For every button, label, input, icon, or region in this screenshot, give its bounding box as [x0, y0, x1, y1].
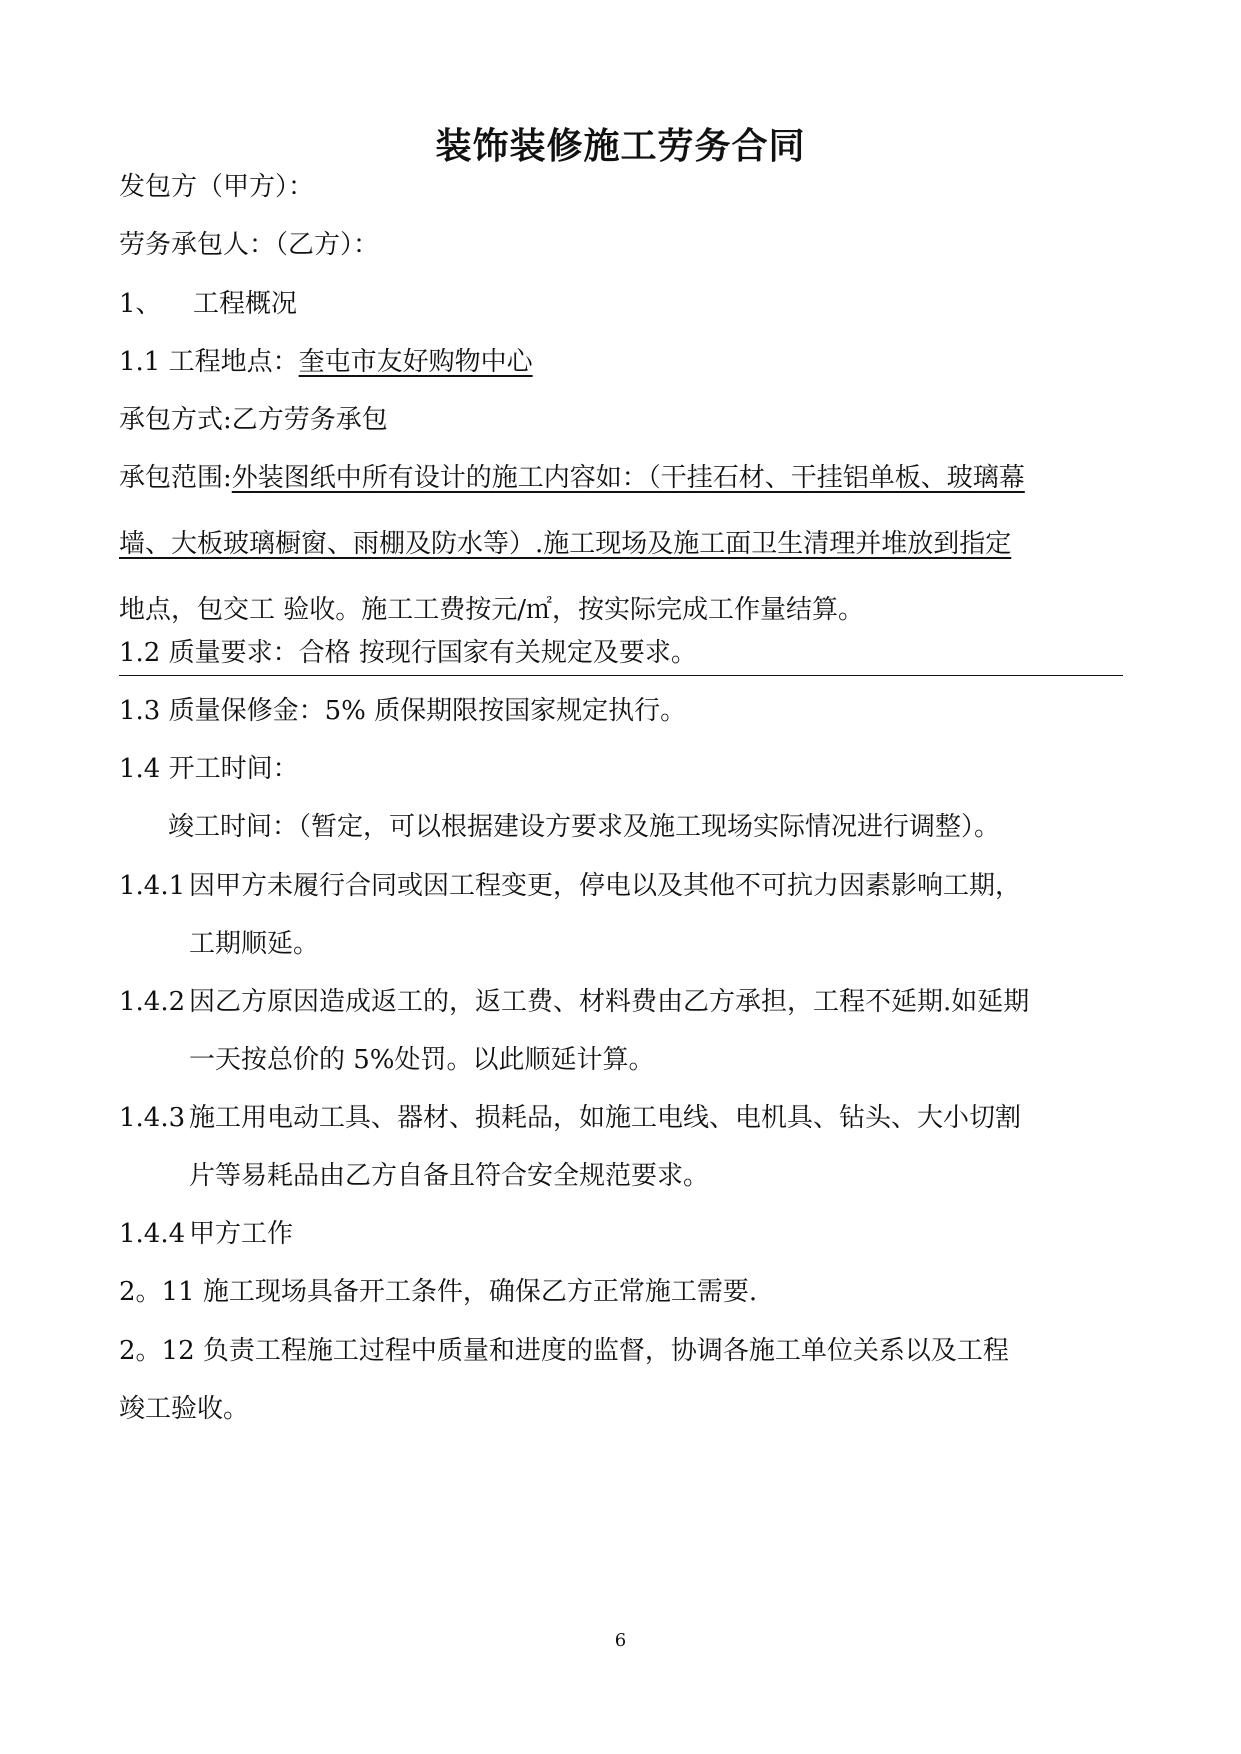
section-1-title: 工程概况: [193, 289, 298, 319]
project-location-value: 奎屯市友好购物中心: [298, 347, 533, 377]
page-number: 6: [614, 1630, 627, 1651]
document-title: 装饰装修施工劳务合同: [435, 125, 806, 167]
clause-1-4-4-line: [119, 1217, 293, 1251]
scope-row-2: [119, 527, 1123, 561]
party-a-line: 发包方（甲方）：: [119, 172, 315, 202]
project-location-label: 1.1 工程地点：: [119, 347, 299, 377]
section-1-number: 1、: [119, 289, 162, 319]
clause-1-4-2-line-1: [119, 985, 1029, 1019]
scope-text-3: 地点，包交工 验收。施工工费按元/㎡，按实际完成工作量结算。: [119, 595, 865, 625]
warranty-deposit-line: 1.3 质量保修金：5% 质保期限按国家规定执行。: [119, 696, 687, 726]
scope-text-2: 墙、大板玻璃橱窗、雨棚及防水等）.施工现场及施工面卫生清理并堆放到指定: [119, 529, 1012, 559]
clause-1-4-3-number: 1.4.3: [119, 1103, 186, 1133]
clause-1-4-4-number: 1.4.4: [119, 1219, 186, 1249]
scope-label: 承包范围:: [119, 463, 232, 493]
clause-1-4-1-line-2: 工期顺延。: [189, 929, 320, 959]
clause-1-4-2-number: 1.4.2: [119, 987, 186, 1017]
clause-1-4-2-text: 因乙方原因造成返工的，返工费、材料费由乙方承担，工程不延期.如延期: [189, 987, 1030, 1017]
section-1-heading: [119, 287, 297, 321]
clause-1-4-4-text: 甲方工作: [189, 1219, 294, 1249]
scope-underline: [119, 675, 1123, 676]
clause-2-11-line: 2。11 施工现场具备开工条件，确保乙方正常施工需要.: [119, 1277, 758, 1307]
completion-date-line: 竣工时间：（暂定，可以根据建设方要求及施工现场实际情况进行调整）。: [168, 812, 1001, 842]
party-b-line: 劳务承包人：（乙方）：: [119, 230, 380, 260]
clause-2-12-line-1: 2。12 负责工程施工过程中质量和进度的监督，协调各施工单位关系以及工程: [119, 1336, 1009, 1366]
start-date-line: 1.4 开工时间：: [119, 754, 299, 784]
contract-scope-block: [119, 461, 1123, 659]
clause-1-4-2-line-2: 一天按总价的 5%处罚。以此顺延计算。: [189, 1045, 655, 1075]
quality-requirement-line: 1.2 质量要求：合格 按现行国家有关规定及要求。: [119, 638, 697, 668]
clause-1-4-1-number: 1.4.1: [119, 871, 186, 901]
clause-1-4-1-line-1: [119, 869, 1021, 903]
clause-1-4-3-line-1: [119, 1101, 1021, 1135]
clause-1-4-1-text: 因甲方未履行合同或因工程变更，停电以及其他不可抗力因素影响工期，: [189, 871, 1022, 901]
clause-2-12-line-2: 竣工验收。: [119, 1394, 250, 1424]
scope-row-3: [119, 593, 1123, 627]
clause-1-4-3-line-2: 片等易耗品由乙方自备且符合安全规范要求。: [189, 1161, 710, 1191]
project-location-line: [119, 345, 533, 379]
scope-row-1: [119, 461, 1123, 495]
scope-text-1: 外装图纸中所有设计的施工内容如：（干挂石材、干挂铝单板、玻璃幕: [231, 463, 1025, 493]
contract-mode-line: 承包方式:乙方劳务承包: [119, 405, 388, 435]
clause-1-4-3-text: 施工用电动工具、器材、损耗品，如施工电线、电机具、钻头、大小切割: [189, 1103, 1022, 1133]
